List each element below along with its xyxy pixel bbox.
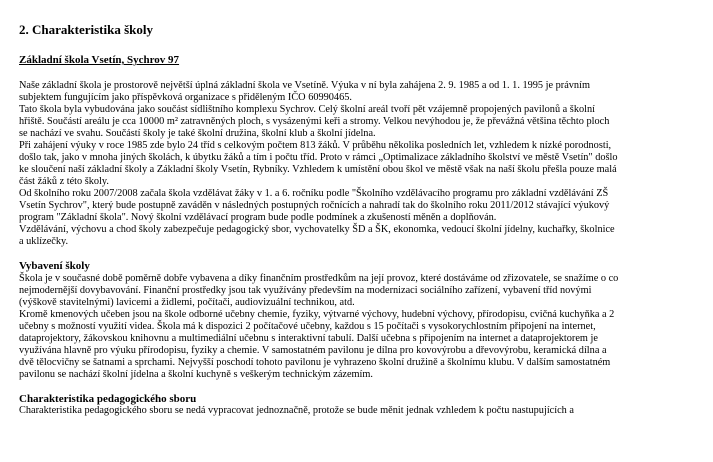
intro-line: došlo tak, jako v mnoha jiných školách, k úbytku žáků a tím i počtu tříd. Proto v rámci „Optimalizace základního školství ve městě Vsetín" došlo <box>19 152 618 163</box>
equipment-line: pavilonu se nachází školní jídelna a školní kuchyně s veškerým technickým zázemím. <box>19 368 373 380</box>
equipment-title: Vybavení školy <box>19 260 90 272</box>
intro-line: program "Základní škola". Nový školní vzdělávací program bude podle podmínek a zkušeností měněn a doplňován. <box>19 212 497 223</box>
equipment-line: dataprojektory, žákovskou knihovnu a multimediální učebnu s interaktivní tabulí. Další učebna s připojením na internet a dataprojektorem je <box>19 332 598 344</box>
intro-line: ke sloučení naší základní školy a Základní školy Vsetín, Rybníky. Vzhledem k umístění obou škol ve městě však na naší školu přešla pouze malá <box>19 164 617 175</box>
intro-line: hřiště. Součástí areálu je cca 10000 m² zatravněných ploch, s vysázenými keři a stromy. Velkou nevýhodou je, že převážná většina těchto ploch <box>19 116 610 127</box>
intro-line: část žáků z této školy. <box>19 176 109 187</box>
intro-line: Při zahájení výuky v roce 1985 zde bylo 24 tříd s celkovým počtem 813 žáků. V průběhu několika posledních let, vzhledem k nízké porodnosti, <box>19 140 612 151</box>
section-heading: 2. Charakteristika školy <box>19 22 153 37</box>
equipment-line: dvě tělocvičny se šatnami a sprchami. Nejvyšší poschodí tohoto pavilonu je vyhrazeno školní družině a školnímu klubu. V dalším samostatném <box>19 356 611 368</box>
intro-line: se nachází ve svahu. Součástí školy je také školní družina, školní klub a školní jídelna. <box>19 128 376 139</box>
intro-line: subjektem fungujícím jako příspěvková organizace s přiděleným IČO 60990465. <box>19 92 352 103</box>
staff-title: Charakteristika pedagogického sboru <box>19 392 197 405</box>
intro-line: Od školního roku 2007/2008 začala škola vzdělávat žáky v 1. a 6. ročníku podle "Školního vzdělávacího programu pro základní vzdělávání ZŠ <box>19 188 609 199</box>
document-page <box>19 22 699 417</box>
equipment-section <box>19 260 699 381</box>
equipment-line: (výškově stavitelnými) lavicemi a židlemi, počítači, audiovizuální technikou, atd. <box>19 296 355 308</box>
staff-line: Charakteristika pedagogického sboru se nedá vypracovat jednoznačně, protože se bude měnit jednak vzhledem k počtu nastupujících a <box>19 405 574 416</box>
equipment-line: Kromě kmenových učeben jsou na škole odborné učebny chemie, fyziky, výtvarné výchovy, hudební výchovy, přírodopisu, cvičná kuchyňka a 2 <box>19 308 615 320</box>
equipment-line: využívána hlavně pro výuku přírodopisu, fyziky a chemie. V samostatném pavilonu je dílna pro kovovýrobu a dřevovýrobu, keramická dílna a <box>19 344 607 356</box>
equipment-line: nejmodernější dovybavování. Finanční prostředky jsou tak využívány především na modernizaci sociálního zařízení, vybavení tříd novými <box>19 284 592 296</box>
intro-paragraph <box>19 80 699 248</box>
equipment-line: Škola je v současné době poměrně dobře vybavena a díky finančním prostředkům na její provoz, které dostáváme od zřizovatele, se snažíme o co <box>19 272 619 284</box>
intro-line: a uklízečky. <box>19 236 69 247</box>
staff-section <box>19 393 699 418</box>
school-title: Základní škola Vsetín, Sychrov 97 <box>19 54 180 66</box>
equipment-line: učebny s možností využití videa. Škola má k dispozici 2 počítačové učebny, každou s 15 počítači s vysokorychlostním připojení na internet, <box>19 320 596 332</box>
intro-line: Tato škola byla vybudována jako součást sídlištního komplexu Sychrov. Celý školní areál tvoří pět vzájemně propojených pavilonů a školní <box>19 104 595 115</box>
intro-line: Vzdělávání, výchovu a chod školy zabezpečuje pedagogický sbor, vychovatelky ŠD a ŠK, ekonomka, vedoucí školní jídelny, kuchařky, školnice <box>19 224 615 235</box>
intro-line: Vsetín Sychrov", který bude postupně zaváděn v následných postupných ročnících a nahradí tak do školního roku 2011/2012 stávající výukový <box>19 200 610 211</box>
intro-line: Naše základní škola je prostorově největší úplná základní škola ve Vsetíně. Výuka v ní byla zahájena 2. 9. 1985 a od 1. 1. 1995 je právním <box>19 80 590 91</box>
